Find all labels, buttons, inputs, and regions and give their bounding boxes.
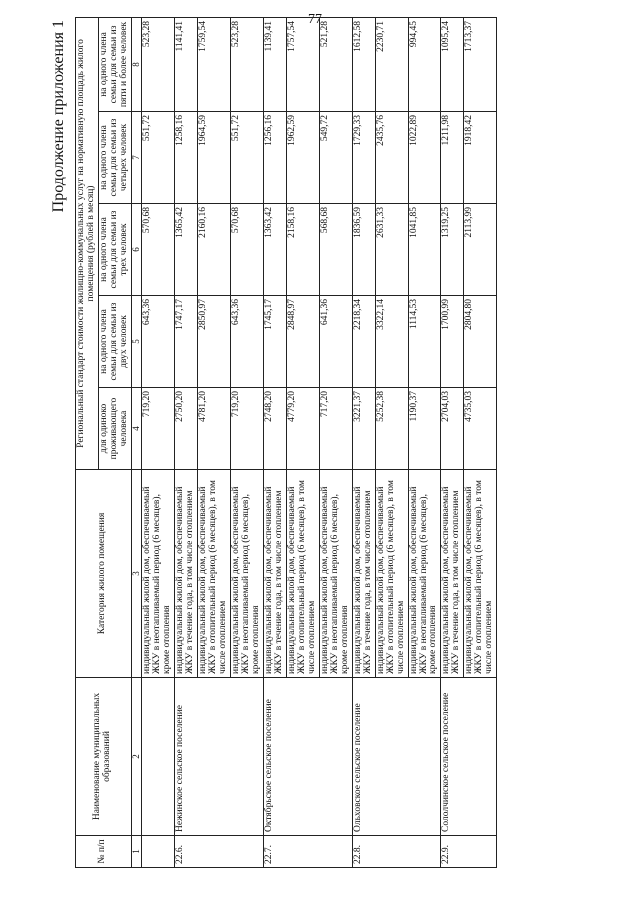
header-family-3: на одного члена семьи для семьи из трех человек [98,204,131,296]
value-family-4: 549,72 [319,112,352,204]
value-family-5: 1612,58 [352,17,375,111]
value-family-2: 1114,53 [408,296,441,388]
municipality-name: Нежинское сельское поселение [175,678,264,836]
value-family-4: 1256,16 [263,112,286,204]
row-num [142,836,175,868]
col-index: 5 [131,296,141,388]
value-family-2: 643,36 [231,296,264,388]
value-family-3: 2158,16 [286,204,319,296]
value-single: 4779,20 [286,388,319,470]
col-index: 3 [131,470,141,678]
housing-category: индивидуальный жилой дом, обеспечиваемый ЖКУ в течение года, в том числе отоплением [352,470,375,678]
col-index: 2 [131,678,141,836]
value-family-3: 1041,85 [408,204,441,296]
tariff-table [75,17,497,868]
page-number: 77 [308,12,322,27]
housing-category: индивидуальный жилой дом, обеспечиваемый ЖКУ в течение года, в том числе отоплением [175,470,198,678]
value-family-5: 1139,41 [263,17,286,111]
value-single: 719,20 [231,388,264,470]
table-row [142,17,175,867]
value-family-2: 2218,34 [352,296,375,388]
value-family-5: 2230,71 [375,17,408,111]
value-family-2: 1747,17 [175,296,198,388]
value-family-3: 2631,33 [375,204,408,296]
municipality-name: Ольховское сельское поселение [352,678,441,836]
value-single: 2748,20 [263,388,286,470]
table-row [175,17,198,867]
municipality-name: Октябрьское сельское поселение [263,678,352,836]
value-family-4: 1022,89 [408,112,441,204]
value-family-5: 994,45 [408,17,441,111]
housing-category: индивидуальный жилой дом, обеспечиваемый ЖКУ в течение года, в том числе отоплением [441,470,464,678]
value-family-3: 2113,99 [464,204,497,296]
value-family-2: 1700,99 [441,296,464,388]
value-family-2: 2850,97 [198,296,231,388]
value-family-3: 570,68 [142,204,175,296]
col-index: 6 [131,204,141,296]
value-single: 4735,03 [464,388,497,470]
row-num: 22.9. [441,836,497,868]
table-row [352,17,375,867]
header-single: для одиноко проживающего человека [98,388,131,470]
value-family-3: 568,68 [319,204,352,296]
value-family-2: 2848,97 [286,296,319,388]
header-category: Категория жилого помещения [76,470,132,678]
table-row [441,17,464,867]
col-index: 4 [131,388,141,470]
value-family-4: 1962,59 [286,112,319,204]
value-family-4: 2435,76 [375,112,408,204]
value-family-2: 643,36 [142,296,175,388]
header-family-2: на одного члена семьи для семьи из двух человек [98,296,131,388]
value-family-2: 641,36 [319,296,352,388]
housing-category: индивидуальный жилой дом, обеспечиваемый ЖКУ в отопительный период (6 месяцев), в том числе отоплением [198,470,231,678]
value-family-3: 1319,25 [441,204,464,296]
housing-category: индивидуальный жилой дом, обеспечиваемый ЖКУ в отопительный период (6 месяцев), в том числе отоплением [286,470,319,678]
value-family-4: 1729,33 [352,112,375,204]
row-num: 22.8. [352,836,441,868]
value-family-2: 3322,14 [375,296,408,388]
header-standard-group: Региональный стандарт стоимости жилищно-коммунальных услуг на нормативную площадь жилого помещения (рублей в месяц) [76,17,99,469]
value-family-3: 1836,59 [352,204,375,296]
value-family-5: 523,28 [142,17,175,111]
header-num: № п/п [76,836,132,868]
value-single: 717,20 [319,388,352,470]
col-index: 7 [131,112,141,204]
col-index: 1 [131,836,141,868]
value-family-5: 521,28 [319,17,352,111]
header-family-5: на одного члена семьи для семьи из пяти и более человек [98,17,131,111]
value-single: 719,20 [142,388,175,470]
rotated-page [45,18,605,868]
value-family-3: 1363,42 [263,204,286,296]
value-single: 1190,37 [408,388,441,470]
value-single: 2704,03 [441,388,464,470]
value-single: 5252,38 [375,388,408,470]
row-num: 22.6. [175,836,264,868]
value-family-5: 1095,24 [441,17,464,111]
housing-category: индивидуальный жилой дом, обеспечиваемый ЖКУ в неотапливаемый период (6 месяцев), кроме отопления [408,470,441,678]
value-family-4: 1258,16 [175,112,198,204]
housing-category: индивидуальный жилой дом, обеспечиваемый ЖКУ в неотапливаемый период (6 месяцев), кроме отопления [319,470,352,678]
value-family-4: 1211,98 [441,112,464,204]
appendix-title: Продолжение приложения 1 [50,20,67,213]
value-family-5: 1141,41 [175,17,198,111]
value-family-5: 1757,54 [286,17,319,111]
value-single: 4781,20 [198,388,231,470]
housing-category: индивидуальный жилой дом, обеспечиваемый ЖКУ в неотапливаемый период (6 месяцев), кроме отопления [142,470,175,678]
housing-category: индивидуальный жилой дом, обеспечиваемый ЖКУ в неотапливаемый период (6 месяцев), кроме отопления [231,470,264,678]
value-family-2: 2804,80 [464,296,497,388]
housing-category: индивидуальный жилой дом, обеспечиваемый ЖКУ в отопительный период (6 месяцев), в том числе отоплением [464,470,497,678]
value-family-2: 1745,17 [263,296,286,388]
value-single: 3221,37 [352,388,375,470]
row-num: 22.7. [263,836,352,868]
header-family-4: на одного члена семьи для семьи из четырех человек [98,112,131,204]
housing-category: индивидуальный жилой дом, обеспечиваемый ЖКУ в отопительный период (6 месяцев), в том числе отоплением [375,470,408,678]
value-family-4: 551,72 [142,112,175,204]
value-family-5: 1713,37 [464,17,497,111]
value-family-5: 523,28 [231,17,264,111]
value-family-4: 1964,59 [198,112,231,204]
municipality-name: Сололчинское сельское поселение [441,678,497,836]
value-family-4: 551,72 [231,112,264,204]
value-family-3: 570,68 [231,204,264,296]
col-index: 8 [131,17,141,111]
table-row [263,17,286,867]
value-family-3: 2160,16 [198,204,231,296]
municipality-name [142,678,175,836]
housing-category: индивидуальный жилой дом, обеспечиваемый ЖКУ в течение года, в том числе отоплением [263,470,286,678]
value-family-3: 1365,42 [175,204,198,296]
value-family-4: 1918,42 [464,112,497,204]
value-family-5: 1759,54 [198,17,231,111]
header-municipality: Наименование муниципальных образований [76,678,132,836]
value-single: 2750,20 [175,388,198,470]
